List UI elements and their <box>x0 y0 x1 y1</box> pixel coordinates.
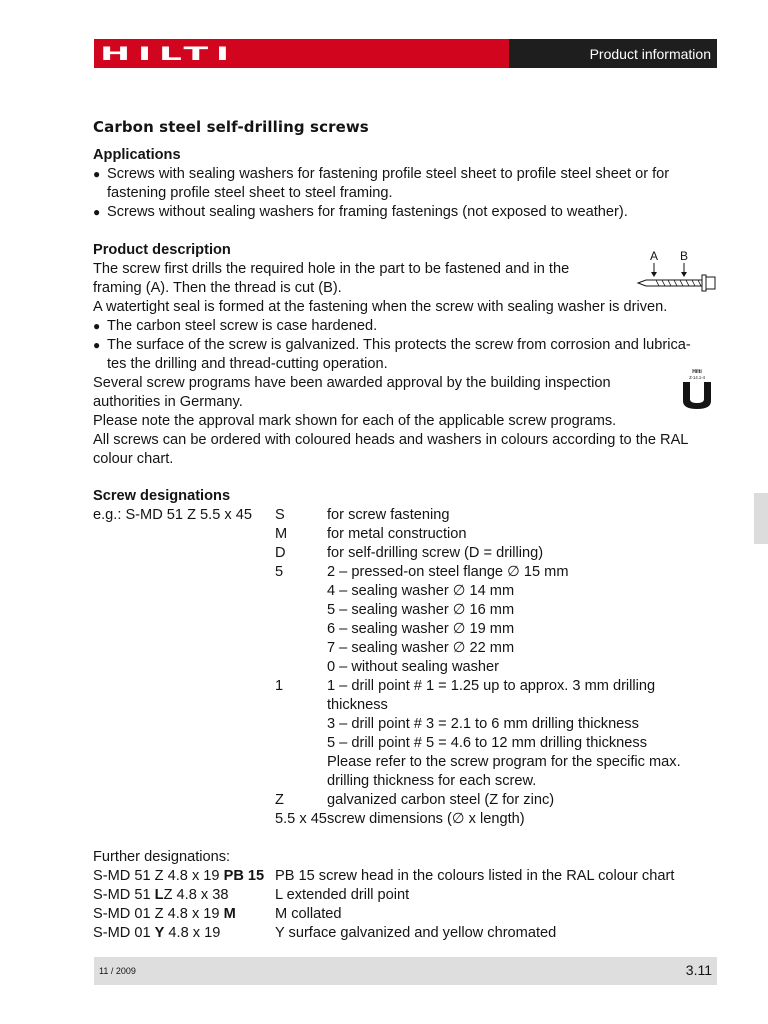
approval-mark-icon <box>680 367 714 412</box>
approval-code: Z-14.1-4 <box>689 375 705 380</box>
approval-line2: NRW <box>689 393 705 399</box>
brand-bar <box>94 39 509 68</box>
page-number: 3.11 <box>685 962 712 978</box>
further-heading: Further designations: <box>93 849 231 865</box>
applications-line: Screws with sealing washers for fastening profile steel sheet to profile steel sheet or for <box>107 166 670 182</box>
page-header <box>94 39 717 68</box>
designation-text: for screw fastening <box>327 507 450 523</box>
further-code-highlight: M <box>223 906 236 922</box>
bullet-icon: ● <box>93 205 101 219</box>
page-title: Carbon steel self-drilling screws <box>93 118 369 136</box>
applications-heading: Applications <box>93 147 181 163</box>
further-code <box>93 886 228 905</box>
designation-code: Z <box>275 792 284 808</box>
further-text: L extended drill point <box>275 887 410 903</box>
description-line: authorities in Germany. <box>93 394 243 410</box>
description-line: A watertight seal is formed at the fastening when the screw with sealing washer is driven. <box>93 299 668 315</box>
designation-text: 0 – without sealing washer <box>327 659 499 675</box>
applications-line: fastening profile steel sheet to steel framing. <box>107 185 393 201</box>
designation-text: for metal construction <box>327 526 467 542</box>
designation-text: 5 – sealing washer ∅ 16 mm <box>327 602 515 618</box>
description-line: The surface of the screw is galvanized. This protects the screw from corrosion and lubrica- <box>107 337 691 353</box>
footer-date: 11 / 2009 <box>99 966 136 976</box>
further-code-part: S-MD 51 Z 4.8 x 19 <box>93 868 224 884</box>
section-bar <box>509 39 717 68</box>
page-footer <box>94 957 717 985</box>
further-code <box>93 924 220 943</box>
further-code-highlight: L <box>154 887 164 903</box>
designation-text: thickness <box>327 697 388 713</box>
figure-label-b: B <box>680 249 689 263</box>
description-line: Several screw programs have been awarded approval by the building inspection <box>93 375 611 391</box>
figure-label-a: A <box>650 249 659 263</box>
further-code-part: S-MD 51 <box>93 887 155 903</box>
further-text: M collated <box>275 906 342 922</box>
description-line: All screws can be ordered with coloured heads and washers in colours according to the RAL <box>93 432 689 448</box>
designation-code: S <box>275 507 285 523</box>
designation-text: 6 – sealing washer ∅ 19 mm <box>327 621 515 637</box>
designation-example: e.g.: S-MD 51 Z 5.5 x 45 <box>93 507 252 523</box>
description-line: colour chart. <box>93 451 174 467</box>
further-code-part: S-MD 01 <box>93 925 155 941</box>
bullet-icon: ● <box>93 338 101 352</box>
further-code-part: 4.8 x 19 <box>164 925 221 941</box>
description-line: tes the drilling and thread-cutting operation. <box>107 356 388 372</box>
approval-line1: MPA <box>690 386 704 392</box>
designation-text: galvanized carbon steel (Z for zinc) <box>327 792 555 808</box>
further-code-highlight: PB 15 <box>223 868 265 884</box>
further-code-highlight: Y <box>154 925 165 941</box>
designation-code: 5.5 x 45 <box>275 811 327 827</box>
further-code-part: Z 4.8 x 38 <box>163 887 229 903</box>
bullet-icon: ● <box>93 167 101 181</box>
approval-brand: Hilti <box>692 369 702 375</box>
section-label: Product information <box>589 46 711 62</box>
further-code <box>93 867 264 886</box>
designation-text: 3 – drill point # 3 = 2.1 to 6 mm drilling thickness <box>327 716 639 732</box>
designation-text: 5 – drill point # 5 = 4.6 to 12 mm drilling thickness <box>327 735 648 751</box>
designation-text: Please refer to the screw program for the specific max. <box>327 754 681 770</box>
further-code <box>93 905 236 924</box>
description-line: The carbon steel screw is case hardened. <box>107 318 378 334</box>
designation-text: for self-drilling screw (D = drilling) <box>327 545 544 561</box>
designation-text: 7 – sealing washer ∅ 22 mm <box>327 640 515 656</box>
description-line: framing (A). Then the thread is cut (B). <box>93 280 342 296</box>
further-code-part: S-MD 01 Z 4.8 x 19 <box>93 906 224 922</box>
designations-heading: Screw designations <box>93 488 231 504</box>
designation-code: D <box>275 545 286 561</box>
screw-diagram <box>632 248 720 298</box>
designation-code: 1 <box>275 678 284 694</box>
designation-text: screw dimensions (∅ x length) <box>327 811 525 827</box>
further-text: Y surface galvanized and yellow chromated <box>275 925 557 941</box>
further-text: PB 15 screw head in the colours listed in the RAL colour chart <box>275 868 675 884</box>
designation-code: M <box>275 526 288 542</box>
bullet-icon: ● <box>93 319 101 333</box>
hilti-logo: HILTI <box>100 43 237 65</box>
designation-text: drilling thickness for each screw. <box>327 773 537 789</box>
designation-code: 5 <box>275 564 284 580</box>
product-description-heading: Product description <box>93 242 231 258</box>
description-line: Please note the approval mark shown for each of the applicable screw programs. <box>93 413 617 429</box>
description-line: The screw first drills the required hole in the part to be fastened and in the <box>93 261 570 277</box>
side-tab-marker <box>754 493 768 544</box>
designation-text: 2 – pressed-on steel flange ∅ 15 mm <box>327 564 569 580</box>
designation-text: 1 – drill point # 1 = 1.25 up to approx. 3 mm drilling <box>327 678 656 694</box>
designation-text: 4 – sealing washer ∅ 14 mm <box>327 583 515 599</box>
applications-line: Screws without sealing washers for framing fastenings (not exposed to weather). <box>107 204 628 220</box>
